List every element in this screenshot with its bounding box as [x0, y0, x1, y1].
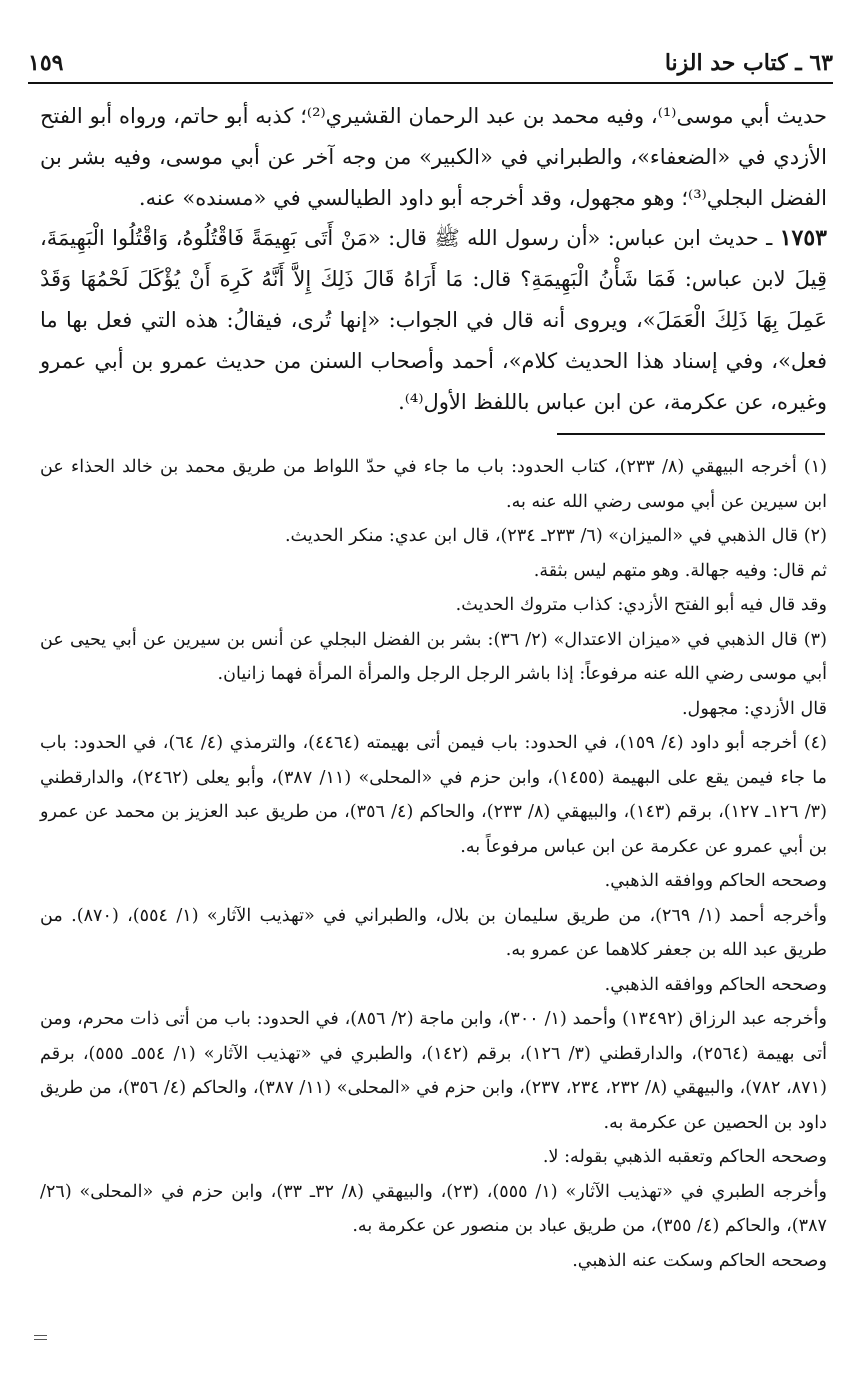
page-number: ١٥٩: [28, 50, 64, 76]
footnote-4-line-2: وصححه الحاكم ووافقه الذهبي.: [604, 871, 827, 891]
footnotes: [40, 450, 827, 1278]
hadith-text: ـ حديث ابن عباس: «أن رسول الله ﷺ قال: «مَنْ أَتَى بَهِيمَةً فَاقْتُلُوهُ، وَاقْتُلُوا الْبَهِيمَةَ، قِيلَ لابن عباس: فَمَا شَأْنُ الْبَهِيمَةِ؟ قال: مَا أَرَاهُ قَالَ ذَلِكَ إِلاَّ أَنَّهُ كَرِهَ أَنْ يُؤْكَلَ لَحْمُهَا وَقَدْ عَمِلَ بِهَا ذَلِكَ الْعَمَلَ»، ويروى أنه قال في الجواب: «إنها تُرى، فيقالُ: هذه التي فعل بها ما فعل»، وفي إسناد هذا الحديث كلام»، أحمد وأصحاب السنن من حديث عمرو بن أبي عمرو وغيره، عن عكرمة، عن ابن عباس باللفظ الأول⁽⁴⁾.: [40, 226, 827, 414]
running-header: [28, 46, 833, 84]
chapter-title: ٦٣ ـ كتاب حد الزنا: [664, 50, 833, 76]
main-text: [40, 96, 827, 422]
footnote-2: (٢) قال الذهبي في «الميزان» (٦/ ٢٣٣ـ ٢٣٤)، قال ابن عدي: منكر الحديث.: [284, 526, 827, 546]
footnote-3: (٣) قال الذهبي في «ميزان الاعتدال» (٢/ ٣٦): بشر بن الفضل البجلي عن أنس بن سيرين عن أبي يحيى عن أبي موسى رضي الله عنه مرفوعاً: إذا باشر الرجل الرجل والمرأة المرأة فهما زانيان.: [40, 629, 827, 684]
footnote-1: (١) أخرجه البيهقي (٨/ ٢٣٣)، كتاب الحدود: باب ما جاء في حدّ اللواط من طريق محمد بن خالد الحذاء عن ابن سيرين عن أبي موسى رضي الله عنه به.: [40, 457, 828, 512]
footnote-4-line-4: وصححه الحاكم ووافقه الذهبي.: [604, 974, 827, 995]
footnote-2-line-3: وقد قال فيه أبو الفتح الأزدي: كذاب متروك الحديث.: [455, 595, 827, 615]
paragraph-2: [40, 218, 827, 422]
footnote-4-line-3: وأخرجه أحمد (١/ ٢٦٩)، من طريق سليمان بن بلال، والطبراني في «تهذيب الآثار» (١/ ٥٥٤)، (٨٧٠). من طريق عبد الله بن جعفر كلاهما عن عمرو به.: [40, 905, 827, 960]
footnote-separator: [557, 433, 825, 435]
hadith-number: ١٧٥٣: [779, 225, 827, 252]
footnote-4-line-6: وصححه الحاكم وتعقبه الذهبي بقوله: لا.: [542, 1147, 827, 1167]
footnote-4: (٤) أخرجه أبو داود (٤/ ١٥٩)، في الحدود: باب فيمن أتى بهيمته (٤٤٦٤)، والترمذي (٤/ ٦٤)، في الحدود: باب ما جاء فيمن يقع على البهيمة (١٤٥٥)، وابن حزم في «المحلى» (١١/ ٣٨٧)، وأبو يعلى (٢٤٦٢)، والدارقطني (٣/ ١٢٦ـ ١٢٧)، برقم (١٤٣)، والبيهقي (٨/ ٢٣٣)، والحاكم (٤/ ٣٥٦)، من طريق عبد العزيز بن محمد عن عمرو بن أبي عمرو عن عكرمة عن ابن عباس مرفوعاً به.: [40, 733, 827, 857]
paragraph-1: حديث أبي موسى⁽¹⁾، وفيه محمد بن عبد الرحمان القشيري⁽²⁾؛ كذبه أبو حاتم، ورواه أبو الفتح الأزدي في «الضعفاء»، والطبراني في «الكبير» من وجه آخر عن أبي موسى، وفيه بشر بن الفضل البجلي⁽³⁾؛ وهو مجهول، وقد أخرجه أبو داود الطيالسي في «مسنده» عنه.: [40, 104, 827, 210]
footnote-4-line-5: وأخرجه عبد الرزاق (١٣٤٩٢) وأحمد (١/ ٣٠٠)، وابن ماجة (٢/ ٨٥٦)، في الحدود: باب من أتى ذات محرم، ومن أتى بهيمة (٢٥٦٤)، والدارقطني (٣/ ١٢٦)، برقم (١٤٢)، والطبري في «تهذيب الآثار» (١/ ٥٥٤ـ ٥٥٥)، برقم (٨٧١، ٧٨٢)، والبيهقي (٨/ ٢٣٢، ٢٣٤، ٢٣٧)، وابن حزم في «المحلى» (١١/ ٣٨٧)، والحاكم (٤/ ٣٥٦)، من طريق داود بن الحصين عن عكرمة به.: [40, 1009, 828, 1133]
footnote-4-line-8: وصححه الحاكم وسكت عنه الذهبي.: [572, 1250, 827, 1271]
footnote-3-line-2: قال الأزدي: مجهول.: [681, 698, 827, 719]
margin-mark: [34, 1335, 47, 1340]
footnote-2-line-2: ثم قال: وفيه جهالة. وهو متهم ليس بثقة.: [533, 560, 827, 581]
footnote-4-line-7: وأخرجه الطبري في «تهذيب الآثار» (١/ ٥٥٥)، (٢٣)، والبيهقي (٨/ ٣٢ـ ٣٣)، وابن حزم في «المحلى» (٢٦/ ٣٨٧)، والحاكم (٤/ ٣٥٥)، من طريق عباد بن منصور عن عكرمة به.: [40, 1181, 828, 1236]
